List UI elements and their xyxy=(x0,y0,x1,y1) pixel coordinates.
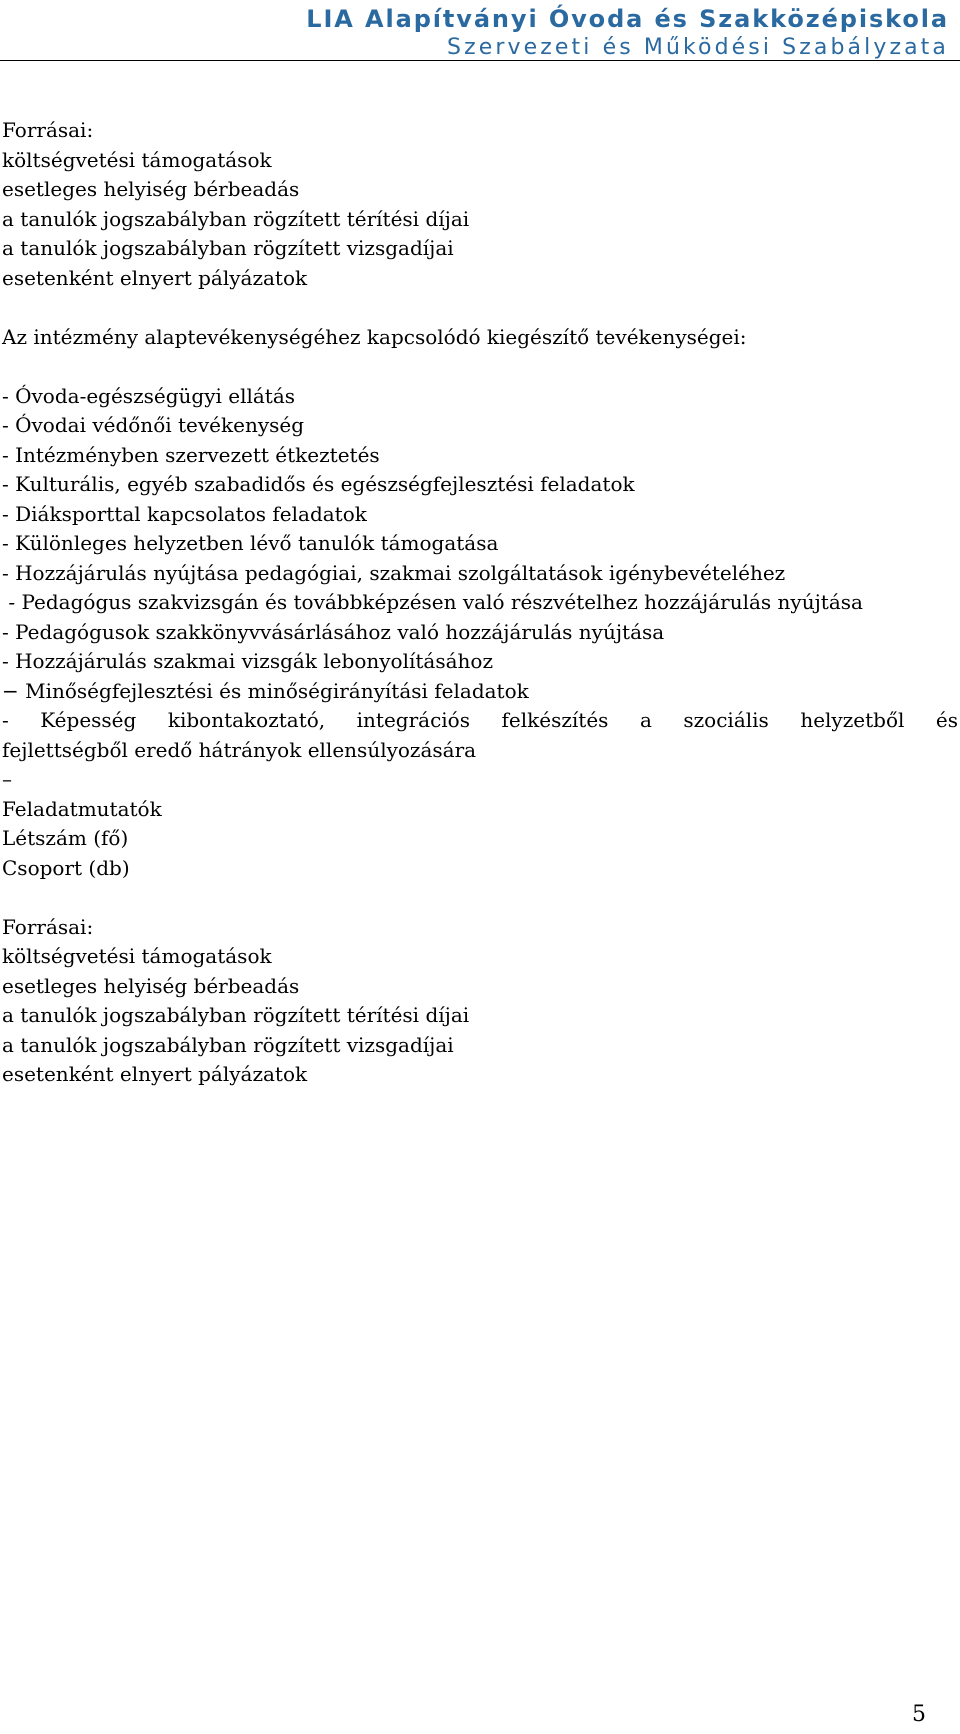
activity-item: - Hozzájárulás nyújtása pedagógiai, szakmai szolgáltatások igénybevételéhez xyxy=(2,560,786,585)
source-item: esetleges helyiség bérbeadás xyxy=(2,973,300,998)
header-divider xyxy=(0,60,960,61)
indicators-heading: Feladatmutatók xyxy=(2,796,162,821)
source-item: költségvetési támogatások xyxy=(2,147,272,172)
source-item: a tanulók jogszabályban rögzített vizsgadíjai xyxy=(2,236,454,260)
activities-section xyxy=(2,323,958,795)
source-item: esetenként elnyert pályázatok xyxy=(2,1062,308,1086)
page-number: 5 xyxy=(912,1702,926,1727)
sources-heading: Forrásai: xyxy=(2,914,94,939)
activity-item: - Pedagógusok szakkönyvvásárlásához való hozzájárulás nyújtása xyxy=(2,619,665,644)
source-item: esetleges helyiség bérbeadás xyxy=(2,177,300,201)
spacer xyxy=(2,293,958,323)
source-item: esetenként elnyert pályázatok xyxy=(2,265,308,290)
header-subtitle: Szervezeti és Működési Szabályzata xyxy=(447,35,949,60)
sources-section-1 xyxy=(2,116,958,293)
indicator-item: Létszám (fő) xyxy=(2,826,129,850)
activity-item: - Intézményben szervezett étkeztetés xyxy=(2,442,380,467)
page-header xyxy=(306,4,949,62)
header-title: LIA Alapítványi Óvoda és Szakközépiskola xyxy=(306,5,949,33)
source-item: a tanulók jogszabályban rögzített térítési díjai xyxy=(2,206,470,231)
sources-heading: Forrásai: xyxy=(2,118,94,142)
source-item: költségvetési támogatások xyxy=(2,944,272,968)
sources-section-2 xyxy=(2,913,958,1090)
spacer xyxy=(2,883,958,913)
activity-item: - Óvodai védőnői tevékenység xyxy=(2,413,305,437)
activities-heading: Az intézmény alaptevékenységéhez kapcsolódó kiegészítő tevékenységei: xyxy=(2,324,747,349)
activity-item: − Minőségfejlesztési és minőségirányítási feladatok xyxy=(2,678,529,703)
indicator-item: Csoport (db) xyxy=(2,855,130,880)
document-body xyxy=(2,116,958,1090)
activity-item: - Hozzájárulás szakmai vizsgák lebonyolításához xyxy=(2,649,493,673)
source-item: a tanulók jogszabályban rögzített vizsgadíjai xyxy=(2,1032,454,1057)
activity-item: - Óvoda-egészségügyi ellátás xyxy=(2,383,296,408)
activity-item: - Különleges helyzetben lévő tanulók támogatása xyxy=(2,531,499,555)
indicators-section xyxy=(2,795,958,884)
spacer xyxy=(2,352,958,382)
source-item: a tanulók jogszabályban rögzített térítési díjai xyxy=(2,1003,470,1027)
activity-item: - Kulturális, egyéb szabadidős és egészségfejlesztési feladatok xyxy=(2,472,635,496)
activity-item-long-first-line: - Képesség kibontakoztató, integrációs felkészítés a szociális helyzetből és xyxy=(2,708,958,732)
activity-item: - Pedagógus szakvizsgán és továbbképzésen való részvételhez hozzájárulás nyújtása xyxy=(2,590,863,614)
dash-marker: – xyxy=(2,767,12,791)
activity-item: - Diáksporttal kapcsolatos feladatok xyxy=(2,501,367,526)
activity-item-long-second-line: fejlettségből eredő hátrányok ellensúlyozására xyxy=(2,737,477,762)
